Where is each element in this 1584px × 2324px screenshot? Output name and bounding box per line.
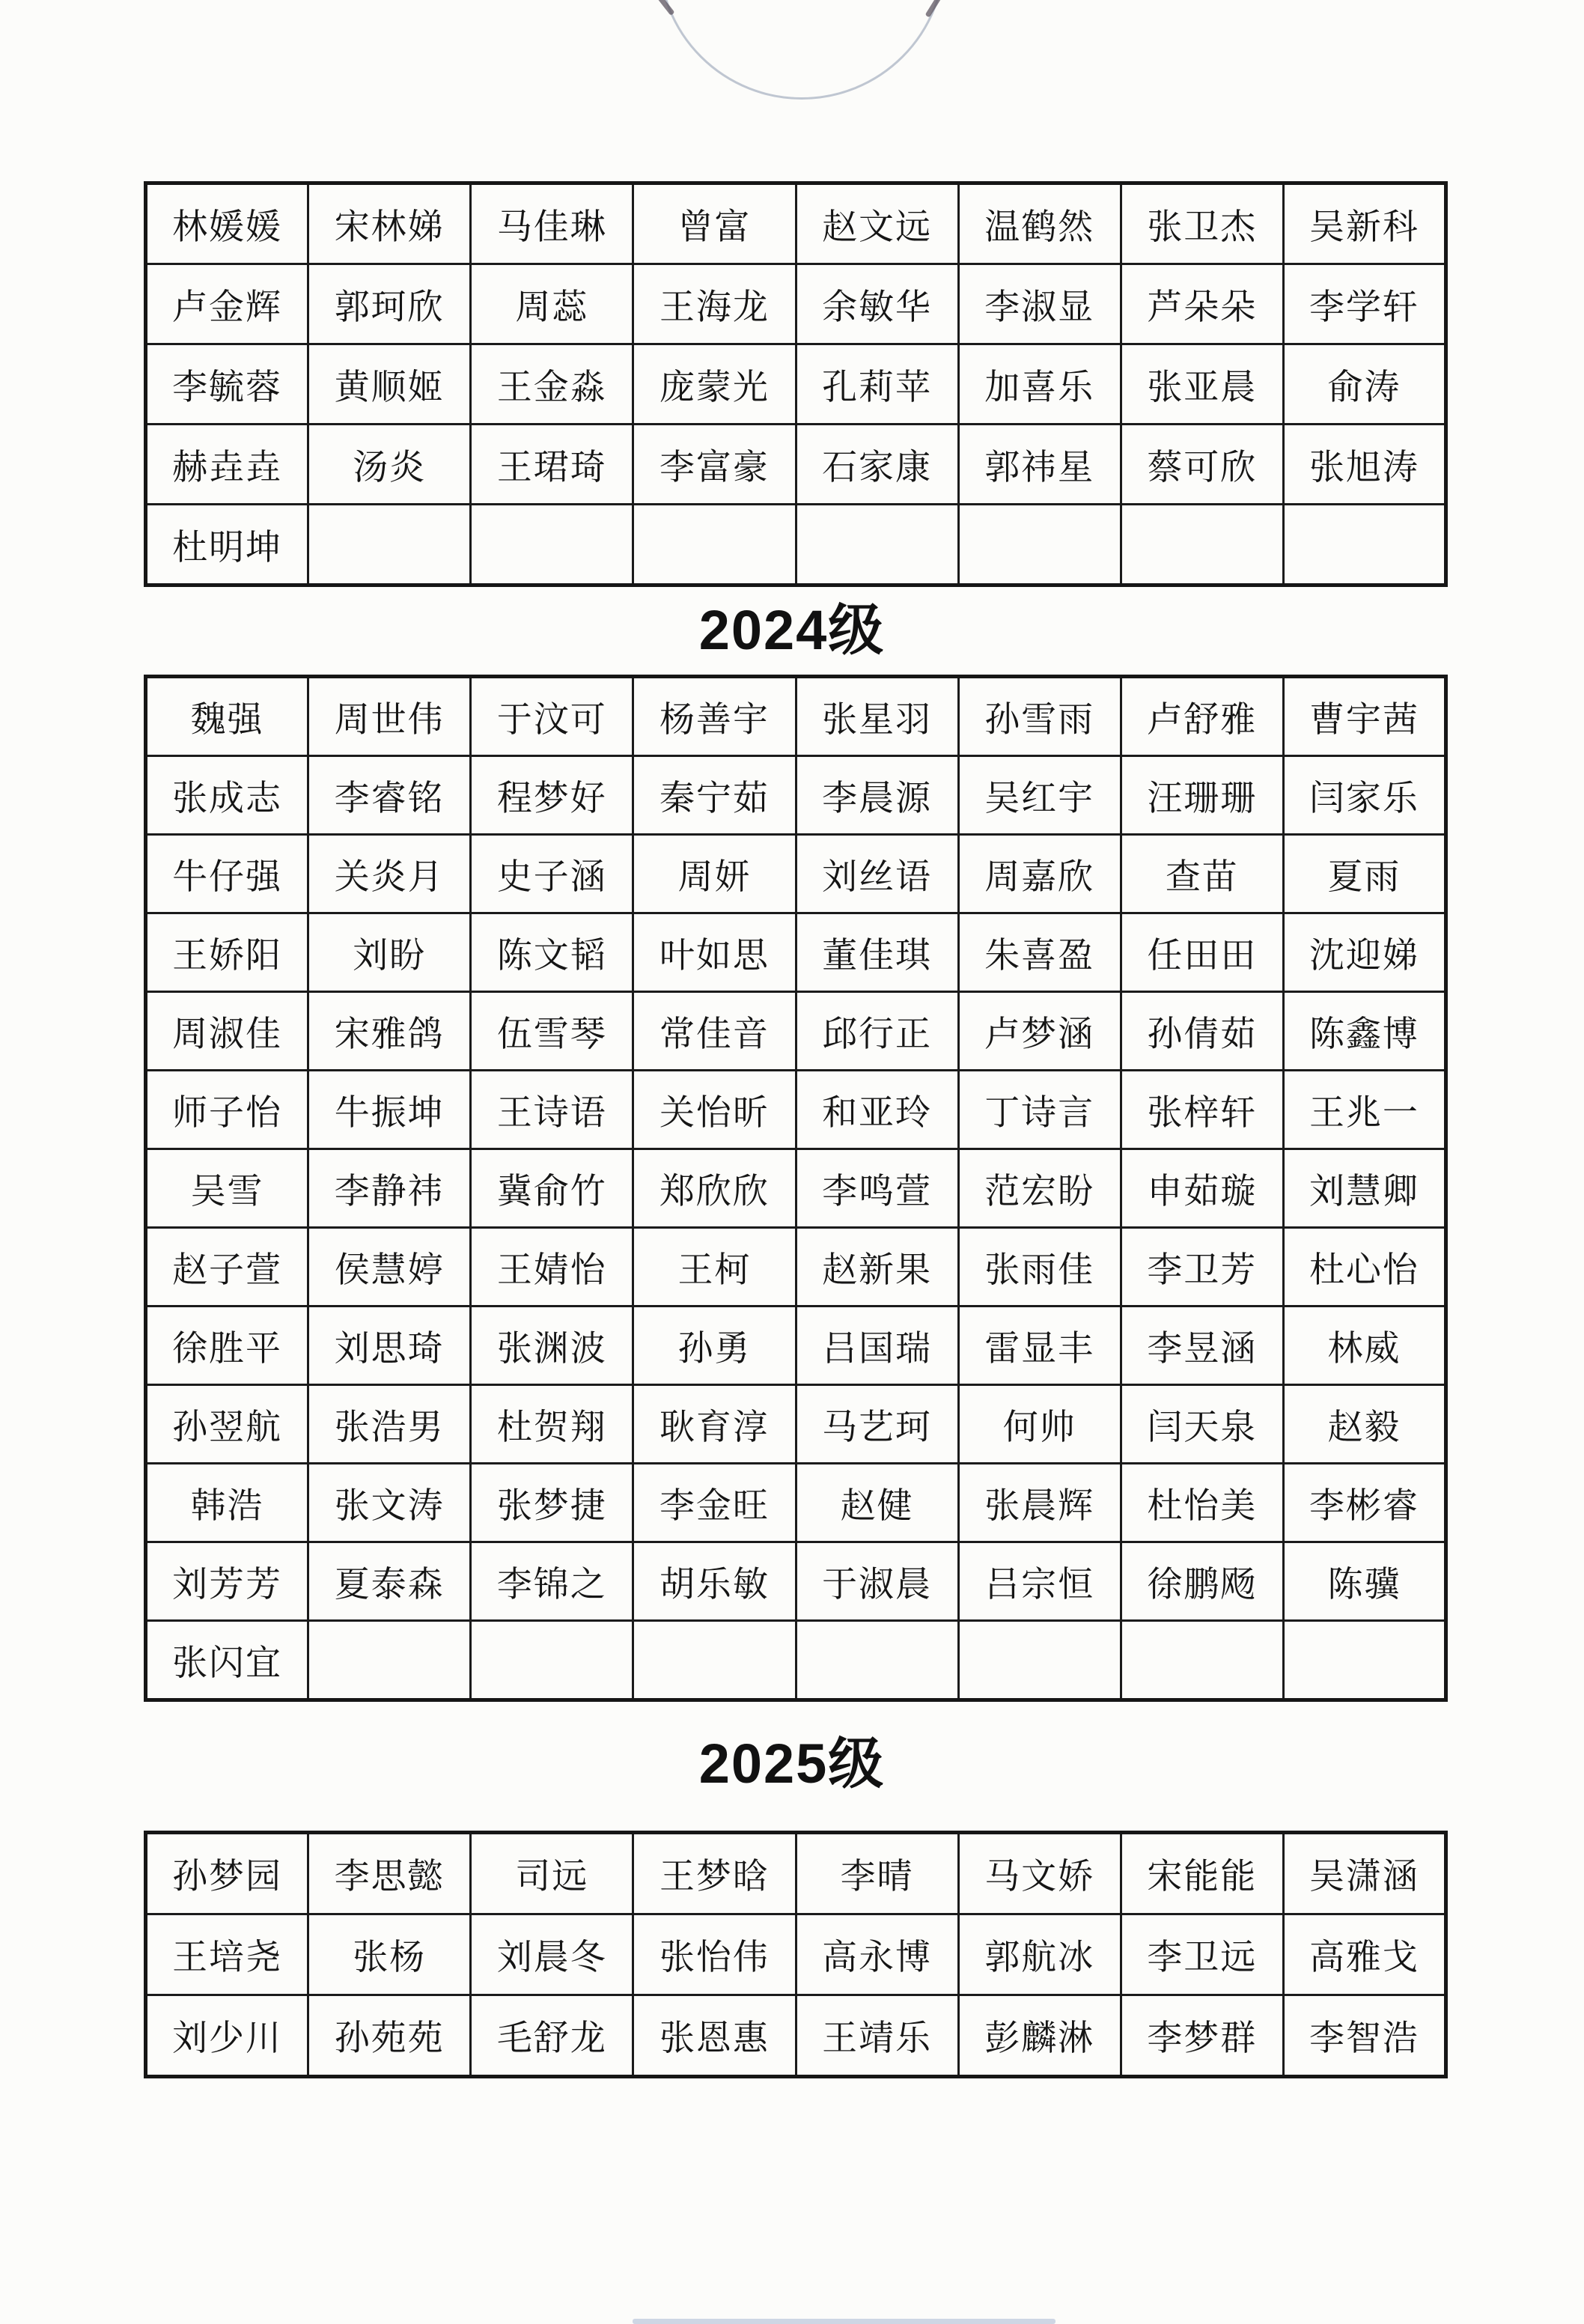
name-cell: 王靖乐 <box>796 1995 958 2077</box>
name-cell: 史子涵 <box>471 835 633 913</box>
name-cell: 宋能能 <box>1121 1833 1283 1914</box>
name-cell: 李卫远 <box>1121 1914 1283 1995</box>
name-cell: 董佳琪 <box>796 913 958 992</box>
name-cell: 王诗语 <box>471 1071 633 1149</box>
roster-table-top <box>144 181 1448 587</box>
table-row <box>146 1307 1446 1385</box>
table-row <box>146 1228 1446 1307</box>
empty-cell <box>1283 1621 1446 1700</box>
empty-cell <box>796 1621 958 1700</box>
name-cell: 赵子萱 <box>146 1228 308 1307</box>
empty-cell <box>796 505 958 585</box>
name-cell: 王婧怡 <box>471 1228 633 1307</box>
name-cell: 李富豪 <box>633 425 796 505</box>
empty-cell <box>958 505 1121 585</box>
name-cell: 张梓轩 <box>1121 1071 1283 1149</box>
name-cell: 查苗 <box>1121 835 1283 913</box>
name-cell: 王海龙 <box>633 264 796 344</box>
name-cell: 汤炎 <box>308 425 471 505</box>
table-row <box>146 1464 1446 1542</box>
name-cell: 马艺珂 <box>796 1385 958 1464</box>
name-cell: 叶如思 <box>633 913 796 992</box>
name-cell: 赵毅 <box>1283 1385 1446 1464</box>
name-cell: 魏强 <box>146 677 308 756</box>
name-cell: 石家康 <box>796 425 958 505</box>
name-cell: 李学轩 <box>1283 264 1446 344</box>
name-cell: 任田田 <box>1121 913 1283 992</box>
name-cell: 宋林娣 <box>308 183 471 264</box>
name-cell: 胡乐敏 <box>633 1542 796 1621</box>
name-cell: 徐胜平 <box>146 1307 308 1385</box>
name-cell: 王金淼 <box>471 344 633 425</box>
name-cell: 吴潇涵 <box>1283 1833 1446 1914</box>
name-cell: 马文娇 <box>958 1833 1121 1914</box>
name-cell: 孙苑苑 <box>308 1995 471 2077</box>
name-cell: 李鸣萱 <box>796 1149 958 1228</box>
name-cell: 丁诗言 <box>958 1071 1121 1149</box>
name-cell: 吴新科 <box>1283 183 1446 264</box>
table-row <box>146 344 1446 425</box>
name-cell: 张渊波 <box>471 1307 633 1385</box>
name-cell: 彭麟淋 <box>958 1995 1121 2077</box>
table-row <box>146 1385 1446 1464</box>
name-cell: 耿育淳 <box>633 1385 796 1464</box>
name-cell: 李静祎 <box>308 1149 471 1228</box>
table-row <box>146 992 1446 1071</box>
name-cell: 伍雪琴 <box>471 992 633 1071</box>
table-row <box>146 1071 1446 1149</box>
name-cell: 高永博 <box>796 1914 958 1995</box>
name-cell: 牛振坤 <box>308 1071 471 1149</box>
table-row <box>146 756 1446 835</box>
name-cell: 刘盼 <box>308 913 471 992</box>
table-row <box>146 1621 1446 1700</box>
table-row <box>146 425 1446 505</box>
name-cell: 于汶可 <box>471 677 633 756</box>
name-cell: 赵新果 <box>796 1228 958 1307</box>
name-cell: 赵健 <box>796 1464 958 1542</box>
name-cell: 杜心怡 <box>1283 1228 1446 1307</box>
empty-cell <box>633 505 796 585</box>
name-cell: 吴雪 <box>146 1149 308 1228</box>
name-cell: 高雅戈 <box>1283 1914 1446 1995</box>
name-cell: 司远 <box>471 1833 633 1914</box>
name-cell: 范宏盼 <box>958 1149 1121 1228</box>
name-cell: 汪珊珊 <box>1121 756 1283 835</box>
name-cell: 程梦好 <box>471 756 633 835</box>
name-cell: 毛舒龙 <box>471 1995 633 2077</box>
name-cell: 张浩男 <box>308 1385 471 1464</box>
name-cell: 余敏华 <box>796 264 958 344</box>
table-row <box>146 677 1446 756</box>
name-cell: 孙梦园 <box>146 1833 308 1914</box>
name-cell: 林媛媛 <box>146 183 308 264</box>
name-cell: 陈文韬 <box>471 913 633 992</box>
table-row <box>146 913 1446 992</box>
name-cell: 卢金辉 <box>146 264 308 344</box>
name-cell: 于淑晨 <box>796 1542 958 1621</box>
name-cell: 夏泰森 <box>308 1542 471 1621</box>
name-cell: 张成志 <box>146 756 308 835</box>
name-cell: 黄顺姬 <box>308 344 471 425</box>
name-cell: 李淑显 <box>958 264 1121 344</box>
name-cell: 郭珂欣 <box>308 264 471 344</box>
name-cell: 陈鑫博 <box>1283 992 1446 1071</box>
name-cell: 张星羽 <box>796 677 958 756</box>
name-cell: 秦宁茹 <box>633 756 796 835</box>
name-cell: 王兆一 <box>1283 1071 1446 1149</box>
name-cell: 俞涛 <box>1283 344 1446 425</box>
name-cell: 李卫芳 <box>1121 1228 1283 1307</box>
name-cell: 师子怡 <box>146 1071 308 1149</box>
name-cell: 韩浩 <box>146 1464 308 1542</box>
table-row <box>146 505 1446 585</box>
table-row <box>146 1914 1446 1995</box>
class-year-title-2025: 2025级 <box>698 1733 886 1795</box>
name-cell: 闫家乐 <box>1283 756 1446 835</box>
class-year-title-2024: 2024级 <box>698 599 886 661</box>
name-cell: 王培尧 <box>146 1914 308 1995</box>
name-cell: 张晨辉 <box>958 1464 1121 1542</box>
empty-cell <box>1283 505 1446 585</box>
name-cell: 李彬睿 <box>1283 1464 1446 1542</box>
name-cell: 王娇阳 <box>146 913 308 992</box>
roster-table-2024 <box>144 675 1448 1702</box>
name-cell: 李昱涵 <box>1121 1307 1283 1385</box>
empty-cell <box>308 1621 471 1700</box>
name-cell: 闫天泉 <box>1121 1385 1283 1464</box>
name-cell: 关炎月 <box>308 835 471 913</box>
name-cell: 宋雅鸽 <box>308 992 471 1071</box>
name-cell: 申茹璇 <box>1121 1149 1283 1228</box>
name-cell: 孙雪雨 <box>958 677 1121 756</box>
name-cell: 李思懿 <box>308 1833 471 1914</box>
name-cell: 卢梦涵 <box>958 992 1121 1071</box>
name-cell: 吕国瑞 <box>796 1307 958 1385</box>
name-cell: 曾富 <box>633 183 796 264</box>
name-cell: 张卫杰 <box>1121 183 1283 264</box>
name-cell: 孙倩茹 <box>1121 992 1283 1071</box>
name-cell: 吴红宇 <box>958 756 1121 835</box>
name-cell: 王梦晗 <box>633 1833 796 1914</box>
empty-cell <box>308 505 471 585</box>
name-cell: 冀俞竹 <box>471 1149 633 1228</box>
name-cell: 温鹤然 <box>958 183 1121 264</box>
name-cell: 王珺琦 <box>471 425 633 505</box>
name-cell: 王柯 <box>633 1228 796 1307</box>
name-cell: 庞蒙光 <box>633 344 796 425</box>
punch-hole-arc <box>658 0 945 100</box>
table-row <box>146 835 1446 913</box>
name-cell: 杜明坤 <box>146 505 308 585</box>
name-cell: 赫垚垚 <box>146 425 308 505</box>
name-cell: 郭祎星 <box>958 425 1121 505</box>
name-cell: 张梦捷 <box>471 1464 633 1542</box>
name-cell: 卢舒雅 <box>1121 677 1283 756</box>
name-cell: 周世伟 <box>308 677 471 756</box>
name-cell: 刘晨冬 <box>471 1914 633 1995</box>
name-cell: 张雨佳 <box>958 1228 1121 1307</box>
name-cell: 林威 <box>1283 1307 1446 1385</box>
table-row <box>146 1542 1446 1621</box>
table-row <box>146 1833 1446 1914</box>
name-cell: 蔡可欣 <box>1121 425 1283 505</box>
name-cell: 杜怡美 <box>1121 1464 1283 1542</box>
table-row <box>146 1149 1446 1228</box>
name-cell: 孙勇 <box>633 1307 796 1385</box>
name-cell: 周淑佳 <box>146 992 308 1071</box>
table-row <box>146 1995 1446 2077</box>
name-cell: 张闪宜 <box>146 1621 308 1700</box>
name-cell: 李晴 <box>796 1833 958 1914</box>
name-cell: 芦朵朵 <box>1121 264 1283 344</box>
name-cell: 加喜乐 <box>958 344 1121 425</box>
name-cell: 张旭涛 <box>1283 425 1446 505</box>
name-cell: 曹宇茜 <box>1283 677 1446 756</box>
name-cell: 李梦群 <box>1121 1995 1283 2077</box>
name-cell: 沈迎娣 <box>1283 913 1446 992</box>
name-cell: 吕宗恒 <box>958 1542 1121 1621</box>
name-cell: 张亚晨 <box>1121 344 1283 425</box>
name-cell: 刘思琦 <box>308 1307 471 1385</box>
name-cell: 杨善宇 <box>633 677 796 756</box>
table-row <box>146 264 1446 344</box>
name-cell: 李晨源 <box>796 756 958 835</box>
name-cell: 常佳音 <box>633 992 796 1071</box>
name-cell: 张恩惠 <box>633 1995 796 2077</box>
name-cell: 何帅 <box>958 1385 1121 1464</box>
name-cell: 朱喜盈 <box>958 913 1121 992</box>
name-cell: 和亚玲 <box>796 1071 958 1149</box>
table-row <box>146 183 1446 264</box>
name-cell: 李锦之 <box>471 1542 633 1621</box>
empty-cell <box>1121 1621 1283 1700</box>
name-cell: 牛仔强 <box>146 835 308 913</box>
empty-cell <box>471 1621 633 1700</box>
name-cell: 周妍 <box>633 835 796 913</box>
name-cell: 杜贺翔 <box>471 1385 633 1464</box>
name-cell: 郑欣欣 <box>633 1149 796 1228</box>
name-cell: 侯慧婷 <box>308 1228 471 1307</box>
empty-cell <box>633 1621 796 1700</box>
name-cell: 夏雨 <box>1283 835 1446 913</box>
name-cell: 孙翌航 <box>146 1385 308 1464</box>
name-cell: 孔莉苹 <box>796 344 958 425</box>
name-cell: 周蕊 <box>471 264 633 344</box>
name-cell: 刘芳芳 <box>146 1542 308 1621</box>
name-cell: 张文涛 <box>308 1464 471 1542</box>
scanner-edge-artifact <box>633 2319 1056 2324</box>
name-cell: 刘少川 <box>146 1995 308 2077</box>
empty-cell <box>1121 505 1283 585</box>
name-cell: 马佳琳 <box>471 183 633 264</box>
name-cell: 周嘉欣 <box>958 835 1121 913</box>
empty-cell <box>958 1621 1121 1700</box>
name-cell: 张怡伟 <box>633 1914 796 1995</box>
name-cell: 邱行正 <box>796 992 958 1071</box>
name-cell: 关怡昕 <box>633 1071 796 1149</box>
roster-table-2025 <box>144 1831 1448 2078</box>
name-cell: 赵文远 <box>796 183 958 264</box>
name-cell: 李智浩 <box>1283 1995 1446 2077</box>
name-cell: 刘慧卿 <box>1283 1149 1446 1228</box>
name-cell: 刘丝语 <box>796 835 958 913</box>
name-cell: 雷显丰 <box>958 1307 1121 1385</box>
name-cell: 李金旺 <box>633 1464 796 1542</box>
name-cell: 李睿铭 <box>308 756 471 835</box>
name-cell: 徐鹏飏 <box>1121 1542 1283 1621</box>
name-cell: 张杨 <box>308 1914 471 1995</box>
name-cell: 陈骥 <box>1283 1542 1446 1621</box>
name-cell: 李毓蓉 <box>146 344 308 425</box>
name-cell: 郭航冰 <box>958 1914 1121 1995</box>
empty-cell <box>471 505 633 585</box>
